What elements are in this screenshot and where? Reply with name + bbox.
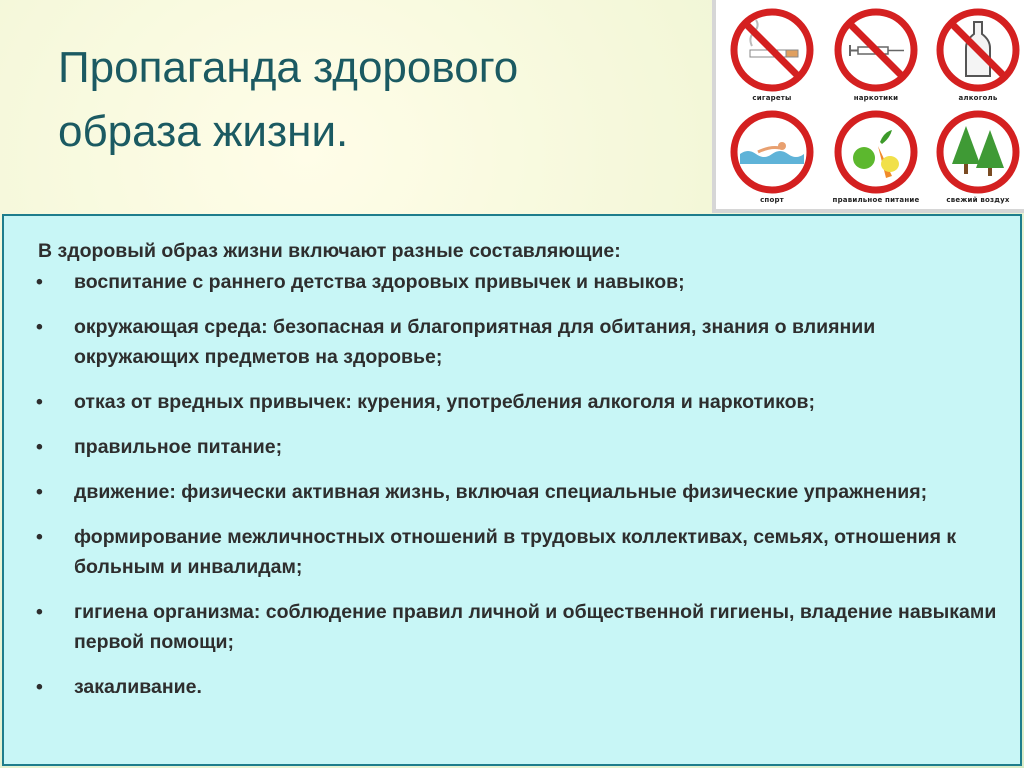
list-item-text: отказ от вредных привычек: курения, употребления алкоголя и наркотиков;: [74, 391, 815, 413]
list-item-text: правильное питание;: [74, 436, 283, 458]
list-item-text: воспитание с раннего детства здоровых привычек и навыков;: [74, 271, 685, 293]
no-cigarette-icon: [728, 6, 816, 94]
list-item: [4, 522, 1004, 582]
swimmer-icon: [728, 108, 816, 196]
sign-fresh-air: [934, 108, 1022, 218]
content-box: [2, 214, 1022, 766]
list-item-text: закаливание.: [74, 676, 202, 698]
list-item-text: движение: физически активная жизнь, включая специальные физические упражнения;: [74, 481, 928, 503]
sign-caption: свежий воздух: [946, 196, 1010, 204]
bullet-icon: •: [36, 526, 43, 548]
sign-sport: [728, 108, 816, 218]
bullet-icon: •: [36, 436, 43, 458]
sign-cigarettes: [728, 6, 816, 116]
sign-drugs: [832, 6, 920, 116]
slide-title: [58, 36, 678, 164]
sign-nutrition: [832, 108, 920, 218]
fruit-vegetables-icon: [832, 108, 920, 196]
list-item: [4, 312, 1004, 372]
sign-caption: сигареты: [752, 94, 792, 102]
sign-caption: спорт: [760, 196, 784, 204]
no-bottle-icon: [934, 6, 1022, 94]
list-item: [4, 477, 1004, 507]
list-item: [4, 267, 1004, 297]
intro-text: В здоровый образ жизни включают разные составляющие:: [38, 240, 621, 262]
list-item-text: формирование межличностных отношений в трудовых коллективах, семьях, отношения к больным и инвалидам;: [74, 526, 957, 578]
bullet-icon: •: [36, 601, 43, 623]
slide-title-line-2: образа жизни.: [58, 107, 349, 156]
slide-title-line-1: Пропаганда здорового: [58, 43, 519, 92]
bullet-icon: •: [36, 391, 43, 413]
components-list: [4, 267, 1004, 717]
list-item-text: окружающая среда: безопасная и благоприятная для обитания, знания о влиянии окружающих предметов на здоровье;: [74, 316, 876, 368]
trees-icon: [934, 108, 1022, 196]
list-item: [4, 597, 1004, 657]
list-item: [4, 387, 1004, 417]
bullet-icon: •: [36, 676, 43, 698]
sign-caption: наркотики: [853, 94, 899, 102]
list-item-text: гигиена организма: соблюдение правил личной и общественной гигиены, владение навыками первой помощи;: [74, 601, 997, 653]
bullet-icon: •: [36, 481, 43, 503]
sign-caption: алкоголь: [958, 94, 998, 102]
list-item: [4, 432, 1004, 462]
health-signs-image: [712, 0, 1024, 213]
sign-alcohol: [934, 6, 1022, 116]
bullet-icon: •: [36, 271, 43, 293]
sign-caption: правильное питание: [832, 196, 920, 204]
list-item: [4, 672, 1004, 702]
bullet-icon: •: [36, 316, 43, 338]
no-syringe-icon: [832, 6, 920, 94]
